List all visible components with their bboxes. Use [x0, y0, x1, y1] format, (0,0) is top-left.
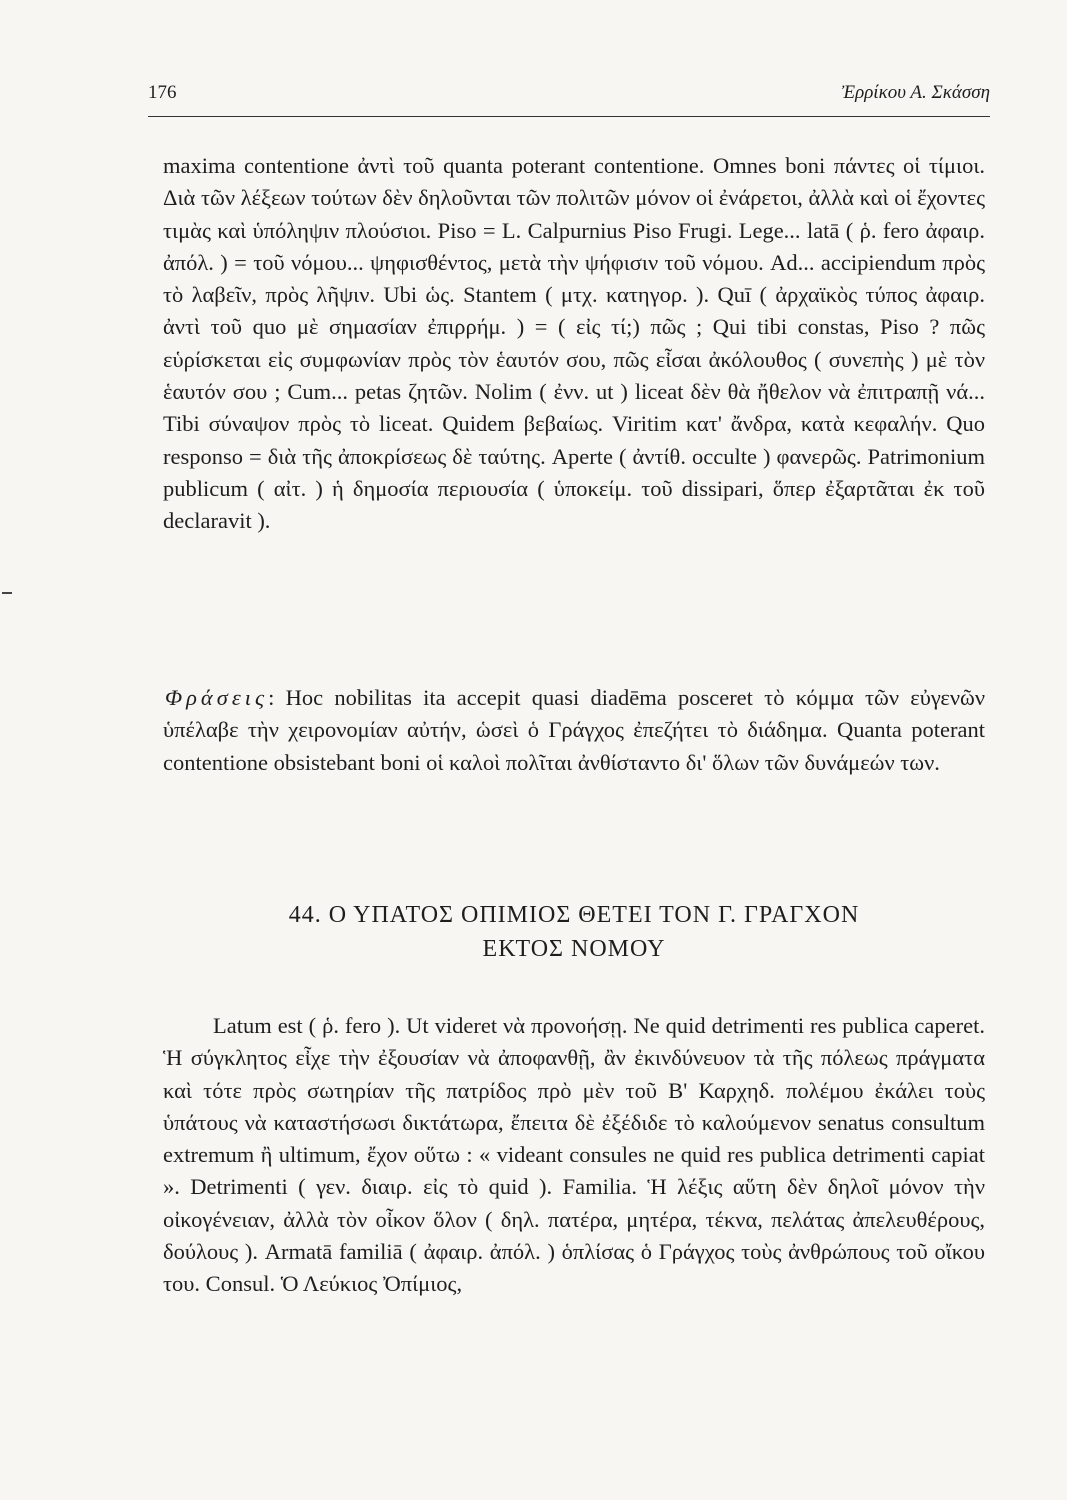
- running-head: Ἐρρίκου Α. Σκάσση: [841, 82, 990, 103]
- commentary-paragraph-3: [163, 1010, 985, 1301]
- section-heading: [163, 898, 985, 966]
- page-header: [148, 80, 990, 117]
- phrases-paragraph: [163, 682, 985, 779]
- commentary-paragraph-1: [163, 150, 985, 538]
- margin-mark: [2, 592, 12, 594]
- phrases-label: Φράσεις: [165, 685, 269, 710]
- section-title-line-2: ΕΚΤΟΣ ΝΟΜΟΥ: [482, 936, 666, 962]
- section-title-line-1: 44. Ο ΥΠΑΤΟΣ ΟΠΙΜΙΟΣ ΘΕΤΕΙ ΤΟΝ Γ. ΓΡΑΓΧΟΝ: [288, 902, 860, 928]
- paragraph-text: Latum est ( ῥ. fero ). Ut videret νὰ προνοήσῃ. Ne quid detrimenti res publica caperet. Ἡ σύγκλητος εἶχε τὴν ἐξουσίαν νὰ ἀποφανθῇ, ἂν ἐκινδύνευον τὰ τῆς πόλεως πράγματα καὶ τότε πρὸς σωτηρίαν τῆς πατρίδος πρὸ μὲν τοῦ Β' Καρχηδ. πολέμου ἐκάλει τοὺς ὑπάτους νὰ καταστήσωσι δικτάτωρα, ἔπειτα δὲ ἐξέδιδε τὸ καλούμενον senatus consultum extremum ἢ ultimum, ἔχον οὕτω : « videant consules ne quid res publica detrimenti capiat ». Detrimenti ( γεν. διαιρ. εἰς τὸ quid ). Familia. Ἡ λέξις αὕτη δὲν δηλοῖ μόνον τὴν οἰκογένειαν, ἀλλὰ τὸν οἶκον ὅλον ( δηλ. πατέρα, μητέρα, τέκνα, πελάτας ἀπελευθέρους, δούλους ). Armatā familiā ( ἀφαιρ. ἀπόλ. ) ὁπλίσας ὁ Γράγχος τοὺς ἀνθρώπους τοῦ οἴκου του. Consul. Ὁ Λεύκιος Ὀπίμιος,: [163, 1013, 985, 1297]
- paragraph-text: maxima contentione ἀντὶ τοῦ quanta poterant contentione. Omnes boni πάντες οἱ τίμιοι. Διὰ τῶν λέξεων τούτων δὲν δηλοῦνται τῶν πολιτῶν μόνον οἱ ἐνάρετοι, ἀλλὰ καὶ οἱ ἔχοντες τιμὰς καὶ ὑπόληψιν πλούσιοι. Piso = L. Calpurnius Piso Frugi. Lege... latā ( ῥ. fero ἀφαιρ. ἀπόλ. ) = τοῦ νόμου... ψηφισθέντος, μετὰ τὴν ψήφισιν τοῦ νόμου. Ad... accipiendum πρὸς τὸ λαβεῖν, πρὸς λῆψιν. Ubi ὡς. Stantem ( μτχ. κατηγορ. ). Quī ( ἀρχαϊκὸς τύπος ἀφαιρ. ἀντὶ τοῦ quo μὲ σημασίαν ἐπιρρήμ. ) = ( εἰς τί;) πῶς ; Qui tibi constas, Piso ? πῶς εὑρίσκεται εἰς συμφωνίαν πρὸς τὸν ἑαυτόν σου, πῶς εἶσαι ἀκόλουθος ( συνεπὴς ) μὲ τὸν ἑαυτόν σου ; Cum... petas ζητῶν. Nolim ( ἐνν. ut ) liceat δὲν θὰ ἤθελον νὰ ἐπιτραπῇ νά... Tibi σύναψον πρὸς τὸ liceat. Quidem βεβαίως. Viritim κατ' ἄνδρα, κατὰ κεφαλήν. Quo responso = διὰ τῆς ἀποκρίσεως δὲ ταύτης. Aperte ( ἀντίθ. occulte ) φανερῶς. Patrimonium publicum ( αἰτ. ) ἡ δημοσία περιουσία ( ὑποκείμ. τοῦ dissipari, ὅπερ ἐξαρτᾶται ἐκ τοῦ declaravit ).: [163, 153, 985, 534]
- phrases-body: : Hoc nobilitas ita accepit quasi diadēma posceret τὸ κόμμα τῶν εὐγενῶν ὑπέλαβε τὴν χειρονομίαν αὐτήν, ὡσεὶ ὁ Γράγχος ἐπεζήτει τὸ διάδημα. Quanta poterant contentione obsistebant boni οἱ καλοὶ πολῖται ἀνθίσταντο δι' ὅλων τῶν δυνάμεών των.: [163, 685, 985, 775]
- page-number: 176: [148, 82, 177, 103]
- phrases-text: [163, 682, 985, 779]
